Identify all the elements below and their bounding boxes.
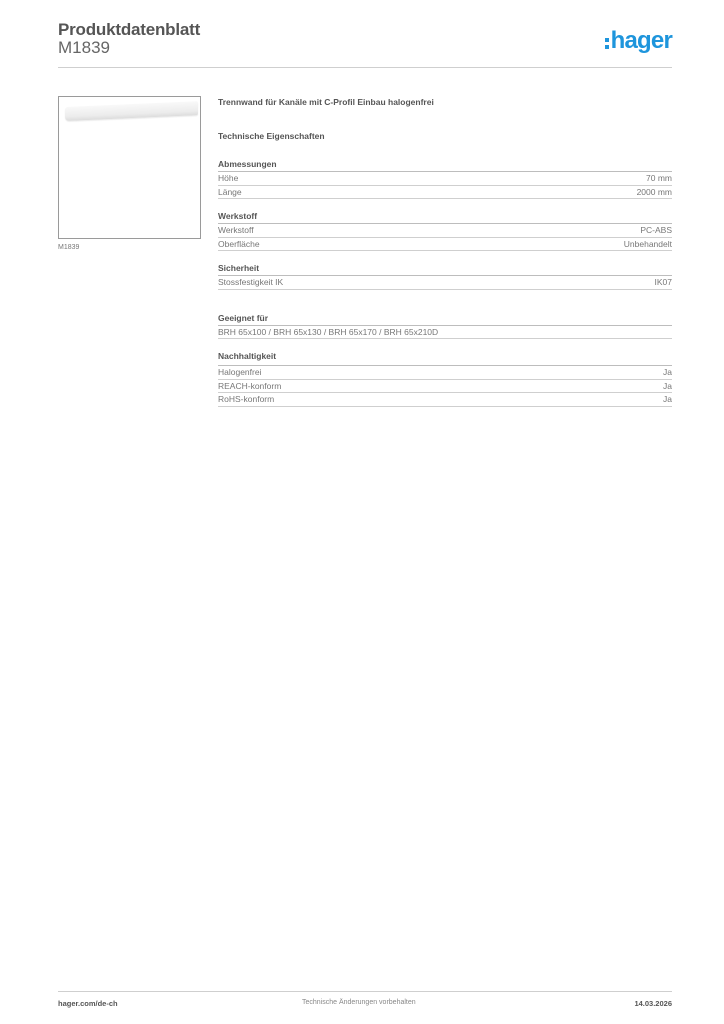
section-werkstoff [218, 210, 672, 251]
section-abmessungen [218, 158, 672, 199]
section-title: Nachhaltigkeit [218, 350, 672, 366]
spec-row [218, 172, 672, 186]
spec-value: Unbehandelt [623, 238, 672, 249]
spec-row [218, 366, 672, 380]
spec-label: RoHS-konform [218, 394, 275, 404]
spec-value: 2000 mm [636, 186, 672, 197]
spec-value: Ja [663, 380, 672, 391]
spec-label: Oberfläche [218, 238, 260, 249]
section-geeignet-fuer [218, 312, 672, 340]
section-title: Geeignet für [218, 312, 672, 326]
image-caption: M1839 [58, 244, 80, 251]
spec-value: Ja [663, 394, 672, 404]
product-code: M1839 [58, 38, 110, 57]
spec-row [218, 224, 672, 238]
section-sicherheit [218, 262, 672, 290]
product-image [58, 96, 201, 239]
page-title: Produktdatenblatt [58, 20, 201, 39]
spec-row [218, 393, 672, 407]
spec-row [218, 276, 672, 290]
spec-row [218, 186, 672, 200]
spec-row [218, 326, 672, 340]
footer-divider [58, 991, 672, 992]
spec-label: Stossfestigkeit IK [218, 277, 284, 287]
section-title: Abmessungen [218, 158, 672, 172]
section-title: Werkstoff [218, 210, 672, 224]
spec-label: Länge [218, 186, 242, 197]
partition-rail-illustration [65, 101, 198, 121]
spec-value: 70 mm [646, 173, 672, 183]
spec-label: Werkstoff [218, 225, 254, 235]
hager-logo [605, 27, 672, 55]
logo-colon-icon [605, 38, 609, 49]
section-title: Sicherheit [218, 262, 672, 276]
spec-value: PC-ABS [640, 225, 672, 235]
product-description: Trennwand für Kanäle mit C-Profil Einbau halogenfrei [218, 97, 434, 107]
spec-label: REACH-konform [218, 380, 282, 391]
spec-label: BRH 65x100 / BRH 65x130 / BRH 65x170 / BRH 65x210D [218, 326, 439, 337]
spec-row [218, 380, 672, 394]
spec-label: Halogenfrei [218, 367, 262, 377]
spec-row [218, 238, 672, 252]
spec-content [218, 96, 672, 407]
spec-label: Höhe [218, 173, 239, 183]
spec-value: IK07 [654, 277, 672, 287]
logo-text: hager [610, 27, 672, 54]
footer-notice: Technische Änderungen vorbehalten [302, 999, 416, 1006]
footer-website-link[interactable]: hager.com/de-ch [58, 999, 118, 1008]
footer-date: 14.03.2026 [634, 999, 672, 1008]
header-divider [58, 67, 672, 68]
section-nachhaltigkeit [218, 350, 672, 407]
spec-value: Ja [663, 367, 672, 377]
tech-properties-heading: Technische Eigenschaften [218, 131, 325, 141]
